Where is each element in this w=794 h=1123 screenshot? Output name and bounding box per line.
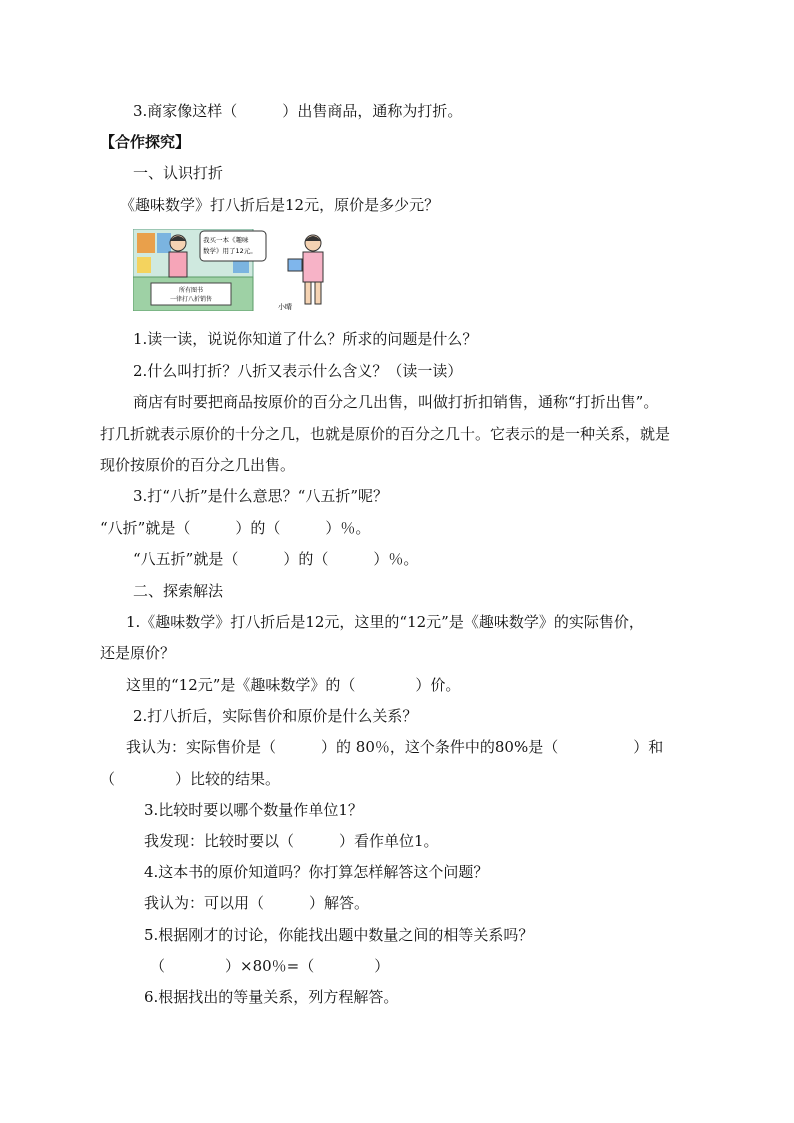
speech-line-1: 我买一本《趣味 bbox=[203, 236, 249, 244]
part-two-title: 二、探索解法 bbox=[133, 582, 224, 600]
question-relation: 2.打八折后，实际售价和原价是什么关系？ bbox=[133, 707, 418, 725]
question-3-eighty-percent: 3.打“八折”是什么意思？“八五折”呢？ bbox=[133, 487, 388, 505]
fill-blank-price-type: 这里的“12元”是《趣味数学》的（ ）价。 bbox=[126, 676, 461, 694]
fill-blank-unit-one: 我发现：比较时要以（ ）看作单位1。 bbox=[144, 832, 439, 850]
question-equation: 5.根据刚才的讨论，你能找出题中数量之间的相等关系吗？ bbox=[144, 926, 534, 944]
question-2-discount-meaning: 2.什么叫打折？八折又表示什么含义？（读一读） bbox=[133, 362, 463, 380]
character-name: 小晴 bbox=[278, 303, 292, 311]
definition-para-1: 商店有时要把商品按原价的百分之几出售，叫做打折扣销售，通称“打折出售”。 bbox=[133, 393, 659, 411]
question-solve: 6.根据找出的等量关系，列方程解答。 bbox=[144, 988, 399, 1006]
question-3-blank: 3.商家像这样（ ）出售商品，通称为打折。 bbox=[133, 102, 463, 120]
fill-blank-eighty: “八折”就是（ ）的（ ）％。 bbox=[100, 519, 371, 537]
question-actual-price: 1.《趣味数学》打八折后是12元，这里的“12元”是《趣味数学》的实际售价， bbox=[126, 613, 644, 631]
question-original-price: 4.这本书的原价知道吗？你打算怎样解答这个问题？ bbox=[144, 863, 489, 881]
problem-statement: 《趣味数学》打八折后是12元，原价是多少元？ bbox=[120, 196, 440, 214]
part-one-title: 一、认识打折 bbox=[133, 164, 224, 182]
question-1-read: 1.读一读，说说你知道了什么？所求的问题是什么？ bbox=[133, 330, 478, 348]
sign-line-1: 所有图书 bbox=[178, 287, 204, 294]
question-unit-one: 3.比较时要以哪个数量作单位1？ bbox=[144, 801, 363, 819]
fill-blank-eighty-five: “八五折”就是（ ）的（ ）％。 bbox=[133, 550, 419, 568]
fill-blank-equation: （ ）×80％=（ ） bbox=[150, 957, 390, 975]
speech-line-2: 数学》用了12元。 bbox=[203, 247, 257, 255]
bookstore-illustration bbox=[133, 229, 338, 311]
section-heading-cooperation: 【合作探究】 bbox=[100, 133, 191, 151]
definition-para-3: 现价按原价的百分之几出售。 bbox=[100, 456, 296, 474]
fill-blank-method: 我认为：可以用（ ）解答。 bbox=[144, 894, 370, 912]
fill-blank-relation-cont: （ ）比较的结果。 bbox=[100, 770, 281, 788]
definition-para-2: 打几折就表示原价的十分之几，也就是原价的百分之几十。它表示的是一种关系，就是 bbox=[100, 425, 671, 443]
question-actual-price-cont: 还是原价？ bbox=[100, 644, 176, 662]
sign-line-2: 一律打八折销售 bbox=[169, 296, 213, 303]
fill-blank-relation: 我认为：实际售价是（ ）的 80％，这个条件中的80%是（ ）和 bbox=[126, 738, 664, 756]
